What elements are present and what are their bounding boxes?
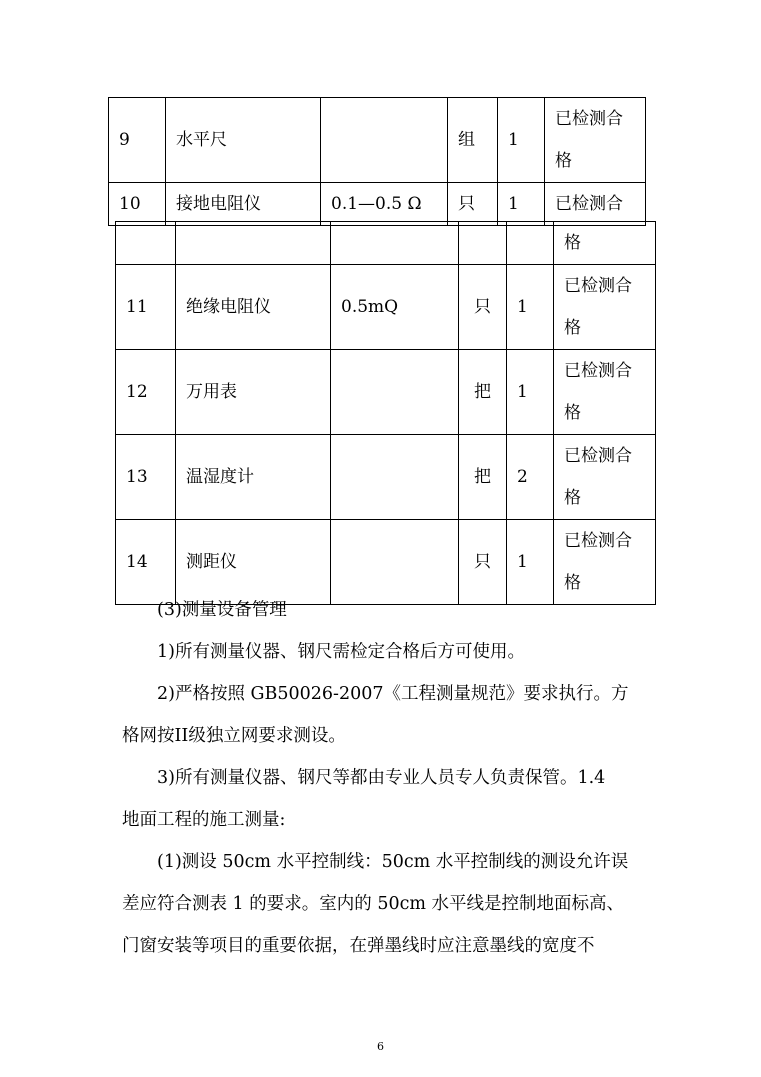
table-row — [109, 98, 646, 183]
equipment-unit: 把 — [459, 435, 507, 520]
equipment-qty: 1 — [507, 265, 554, 350]
status-line-1: 已检测合 — [564, 531, 632, 551]
equipment-status — [554, 265, 656, 350]
equipment-unit: 只 — [459, 520, 507, 605]
table-row — [116, 350, 656, 435]
equipment-qty: 2 — [507, 435, 554, 520]
status-line-2: 格 — [564, 403, 581, 423]
status-line-1: 已检测合 — [564, 276, 632, 296]
table-row-continuation — [116, 222, 656, 265]
equipment-status — [545, 183, 646, 226]
row-number: 11 — [116, 265, 176, 350]
row-number: 9 — [109, 98, 166, 183]
paragraph-line: 格网按II级独立网要求测设。 — [122, 726, 346, 746]
status-line-1: 已检测合 — [555, 109, 623, 129]
equipment-status — [545, 98, 646, 183]
equipment-spec — [331, 435, 459, 520]
status-line-2: 格 — [564, 573, 581, 593]
row-number: 13 — [116, 435, 176, 520]
equipment-spec: 0.5mQ — [331, 265, 459, 350]
equipment-status — [554, 435, 656, 520]
equipment-qty: 1 — [498, 183, 545, 226]
row-number: 10 — [109, 183, 166, 226]
equipment-name: 温湿度计 — [176, 435, 331, 520]
equipment-unit: 把 — [459, 350, 507, 435]
equipment-name: 绝缘电阻仪 — [176, 265, 331, 350]
equipment-spec — [331, 350, 459, 435]
status-line-2: 格 — [555, 151, 572, 171]
equipment-name: 测距仪 — [176, 520, 331, 605]
equipment-name: 水平尺 — [166, 98, 321, 183]
row-number: 12 — [116, 350, 176, 435]
page-number: 6 — [377, 1040, 384, 1053]
status-line-1: 已检测合 — [564, 446, 632, 466]
status-line-2: 格 — [564, 488, 581, 508]
equipment-status — [554, 350, 656, 435]
status-line-2: 格 — [564, 318, 581, 338]
equipment-name: 接地电阻仪 — [166, 183, 321, 226]
equipment-table-bottom — [115, 221, 656, 605]
section-heading: (3)测量设备管理 — [157, 600, 287, 620]
equipment-qty: 1 — [507, 350, 554, 435]
table-row — [116, 435, 656, 520]
status-line-1: 已检测合 — [555, 194, 623, 214]
paragraph-line: (1)测设 50cm 水平控制线：50cm 水平控制线的测设允许误 — [157, 852, 629, 872]
equipment-spec: 0.1—0.5 Ω — [321, 183, 448, 226]
equipment-unit: 只 — [459, 265, 507, 350]
table-row — [116, 265, 656, 350]
equipment-qty: 1 — [498, 98, 545, 183]
equipment-spec — [321, 98, 448, 183]
equipment-unit: 只 — [448, 183, 498, 226]
paragraph-line: 2)严格按照 GB50026-2007《工程测量规范》要求执行。方 — [157, 684, 629, 704]
paragraph-line: 地面工程的施工测量: — [122, 810, 286, 830]
table-row — [109, 183, 646, 226]
paragraph-line: 差应符合测表 1 的要求。室内的 50cm 水平线是控制地面标高、 — [122, 894, 625, 914]
status-continuation: 格 — [554, 222, 656, 265]
equipment-table-top — [108, 97, 646, 226]
paragraph-line: 1)所有测量仪器、钢尺需检定合格后方可使用。 — [157, 642, 525, 662]
equipment-unit: 组 — [448, 98, 498, 183]
row-number: 14 — [116, 520, 176, 605]
equipment-qty: 1 — [507, 520, 554, 605]
paragraph-line: 3)所有测量仪器、钢尺等都由专业人员专人负责保管。1.4 — [157, 768, 606, 788]
status-line-1: 已检测合 — [564, 361, 632, 381]
equipment-name: 万用表 — [176, 350, 331, 435]
paragraph-line: 门窗安装等项目的重要依据，在弹墨线时应注意墨线的宽度不 — [122, 936, 595, 956]
